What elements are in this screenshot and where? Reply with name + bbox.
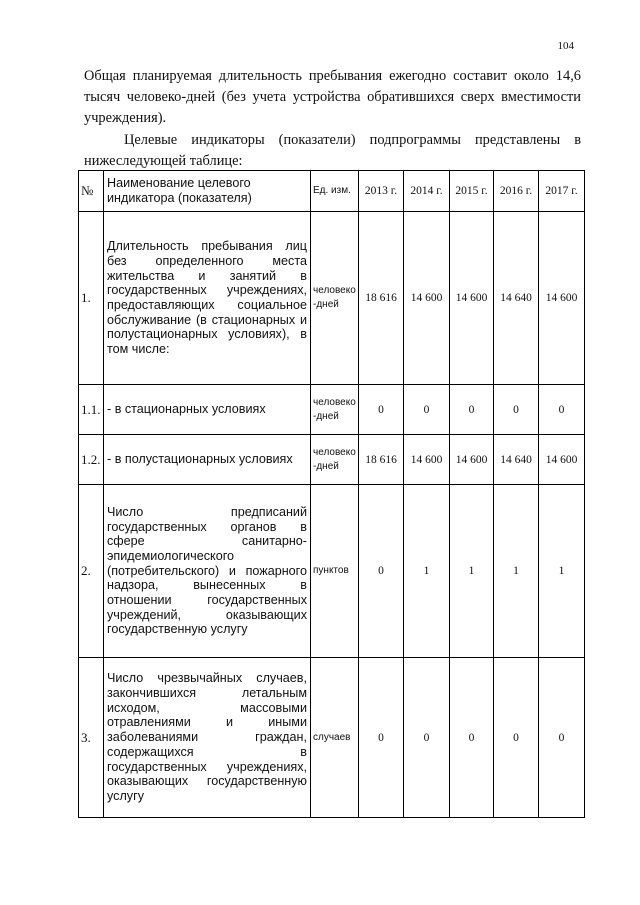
row-num: 1.1. [79, 385, 104, 435]
row-unit: человеко-дней [311, 435, 359, 485]
row-name: Число предписаний государственных органов в сфере санитарно-эпидемиологического (потребительского) и пожарного надзора, вынесенных в отношении государственных учреждений, оказывающих государственную услугу [104, 485, 311, 658]
table-row [79, 212, 585, 385]
table-row [79, 658, 585, 818]
table-row [79, 485, 585, 658]
row-num: 1.2. [79, 435, 104, 485]
row-value-2014: 14 600 [404, 435, 450, 485]
row-value-2017: 14 600 [539, 435, 585, 485]
row-value-2013: 18 616 [359, 212, 404, 385]
table-row [79, 435, 585, 485]
row-unit: человеко-дней [311, 212, 359, 385]
header-year-2017: 2017 г. [539, 171, 585, 212]
header-year-2015: 2015 г. [450, 171, 494, 212]
row-value-2016: 0 [494, 385, 539, 435]
row-name: Число чрезвычайных случаев, закончившихся летальным исходом, массовыми отравлениями и иными заболеваниями граждан, содержащихся в государственных учреждениях, оказывающих государственную услугу [104, 658, 311, 818]
row-num: 1. [79, 212, 104, 385]
table-row [79, 385, 585, 435]
row-unit: человеко-дней [311, 385, 359, 435]
row-value-2014: 0 [404, 658, 450, 818]
page-number: 104 [557, 40, 574, 52]
row-name: - в полустационарных условиях [104, 435, 311, 485]
row-value-2017: 0 [539, 658, 585, 818]
row-value-2013: 18 616 [359, 435, 404, 485]
header-year-2014: 2014 г. [404, 171, 450, 212]
table-header-row [79, 171, 585, 212]
row-value-2016: 14 640 [494, 212, 539, 385]
intro-paragraph: Общая планируемая длительность пребывания ежегодно составит около 14,6 тысяч человеко-дней (без учета устройства обратившихся сверх вместимости учреждения). [84, 68, 581, 126]
row-value-2015: 0 [450, 385, 494, 435]
row-value-2013: 0 [359, 658, 404, 818]
table-intro-paragraph: Целевые индикаторы (показатели) подпрограммы представлены в нижеследующей таблице: [84, 132, 581, 169]
row-value-2017: 0 [539, 385, 585, 435]
indicators-table [78, 170, 585, 818]
row-value-2013: 0 [359, 385, 404, 435]
row-value-2014: 0 [404, 385, 450, 435]
row-unit: пунктов [311, 485, 359, 658]
header-year-2013: 2013 г. [359, 171, 404, 212]
header-name: Наименование целевого индикатора (показателя) [104, 171, 311, 212]
row-value-2017: 14 600 [539, 212, 585, 385]
row-unit: случаев [311, 658, 359, 818]
row-value-2016: 14 640 [494, 435, 539, 485]
row-value-2016: 0 [494, 658, 539, 818]
row-num: 3. [79, 658, 104, 818]
row-value-2016: 1 [494, 485, 539, 658]
row-value-2014: 1 [404, 485, 450, 658]
header-year-2016: 2016 г. [494, 171, 539, 212]
row-name: Длительность пребывания лиц без определенного места жительства и занятий в государственных учреждениях, предоставляющих социальное обслуживание (в стационарных и полустационарных условиях), в том числе: [104, 212, 311, 385]
row-value-2015: 14 600 [450, 212, 494, 385]
row-value-2015: 14 600 [450, 435, 494, 485]
row-value-2015: 0 [450, 658, 494, 818]
header-num: № [79, 171, 104, 212]
row-num: 2. [79, 485, 104, 658]
header-unit: Ед. изм. [311, 171, 359, 212]
row-value-2017: 1 [539, 485, 585, 658]
row-value-2015: 1 [450, 485, 494, 658]
row-value-2013: 0 [359, 485, 404, 658]
row-name: - в стационарных условиях [104, 385, 311, 435]
row-value-2014: 14 600 [404, 212, 450, 385]
